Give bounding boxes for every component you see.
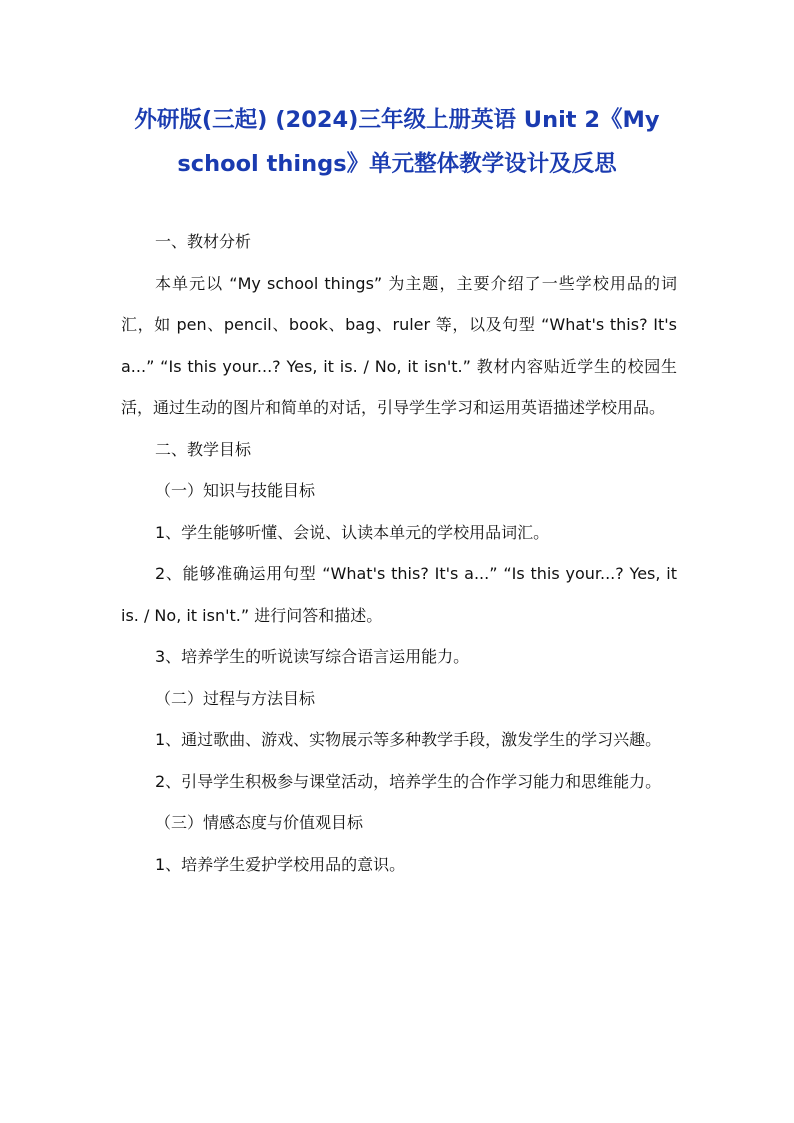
list-item-emotion-1: 1、培养学生爱护学校用品的意识。 xyxy=(155,854,406,874)
title-line-1: 外研版(三起) (2024)三年级上册英语 Unit 2《My xyxy=(134,107,660,133)
list-item-goal-1: 1、学生能够听懂、会说、认读本单元的学校用品词汇。 xyxy=(155,522,550,542)
subheading-emotion-values: （三）情感态度与价值观目标 xyxy=(155,813,364,832)
subheading-process-method: （二）过程与方法目标 xyxy=(155,688,316,708)
paragraph-textbook-analysis: 本单元以 “My school things” 为主题，主要介绍了一些学校用品的词汇，如 pen、pencil、book、bag、ruler 等，以及句型 “What's this? It's a...” “Is this your...? Yes, it is. / No, it isn't.” 教材内容贴近学生的校园生活，通过生动的图片和简单的对话，引导学生学习和运用英语描述学校用品。 xyxy=(121,273,677,417)
title-line-2: school things》单元整体教学设计及反思 xyxy=(177,151,617,177)
list-item-process-2: 2、引导学生积极参与课堂活动，培养学生的合作学习能力和思维能力。 xyxy=(155,771,662,791)
section-heading-teaching-goals: 二、教学目标 xyxy=(155,439,252,459)
document-title xyxy=(100,98,694,186)
subheading-knowledge-skills: （一）知识与技能目标 xyxy=(155,481,316,500)
list-item-process-1: 1、通过歌曲、游戏、实物展示等多种教学手段，激发学生的学习兴趣。 xyxy=(155,730,662,749)
document-body xyxy=(121,221,677,885)
list-item-goal-2: 2、能够准确运用句型 “What's this? It's a...” “Is this your...? Yes, it is. / No, it isn't.” 进行问答和描述。 xyxy=(121,564,677,625)
list-item-goal-3: 3、培养学生的听说读写综合语言运用能力。 xyxy=(155,647,470,666)
section-heading-textbook-analysis: 一、教材分析 xyxy=(155,232,252,251)
